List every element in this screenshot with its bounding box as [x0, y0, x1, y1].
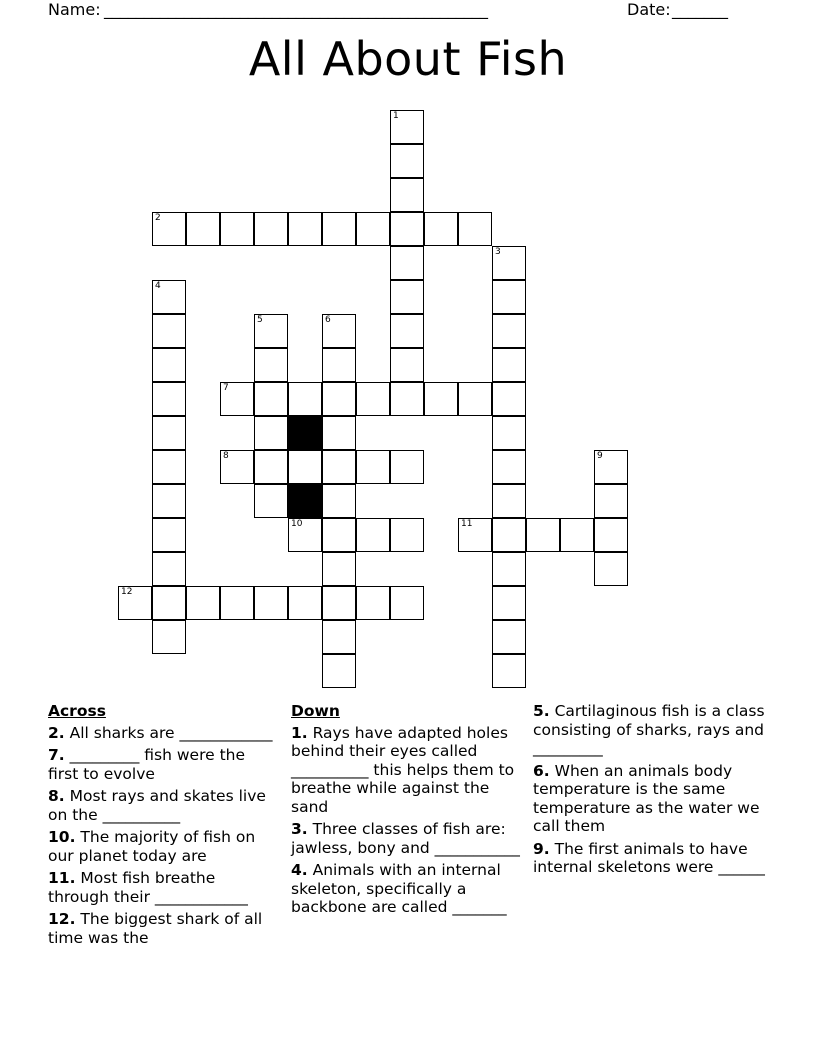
- black-cell: [288, 484, 322, 518]
- clue-item-text: _________ fish were the first to evolve: [48, 746, 246, 783]
- clue-number: 7: [223, 383, 229, 393]
- grid-cell[interactable]: [322, 382, 356, 416]
- grid-cell[interactable]: [356, 586, 390, 620]
- grid-cell[interactable]: [594, 552, 628, 586]
- clue-item-number: 5.: [533, 702, 550, 720]
- clue-number: 4: [155, 281, 161, 291]
- down-heading: Down: [291, 702, 340, 720]
- grid-cell[interactable]: [492, 484, 526, 518]
- grid-cell[interactable]: [492, 518, 526, 552]
- clue-number: 11: [461, 519, 473, 529]
- grid-cell[interactable]: [288, 586, 322, 620]
- grid-cell[interactable]: [492, 348, 526, 382]
- grid-cell[interactable]: [492, 382, 526, 416]
- grid-cell[interactable]: [458, 382, 492, 416]
- grid-cell[interactable]: [322, 348, 356, 382]
- grid-cell[interactable]: [152, 552, 186, 586]
- grid-cell[interactable]: [356, 382, 390, 416]
- down-clue-list: [291, 724, 523, 917]
- clue-item-text: The biggest shark of all time was the: [48, 910, 263, 947]
- grid-cell[interactable]: [322, 212, 356, 246]
- black-cell: [288, 416, 322, 450]
- grid-cell[interactable]: [458, 212, 492, 246]
- across-heading: Across: [48, 702, 106, 720]
- grid-cell[interactable]: [254, 348, 288, 382]
- grid-cell[interactable]: [322, 620, 356, 654]
- grid-cell[interactable]: [220, 382, 254, 416]
- clue-item-number: 2.: [48, 723, 65, 742]
- clue-item: [291, 820, 523, 857]
- grid-cell[interactable]: [254, 382, 288, 416]
- grid-cell[interactable]: [220, 450, 254, 484]
- date-label: Date:: [627, 0, 671, 19]
- grid-cell[interactable]: [492, 620, 526, 654]
- grid-cell[interactable]: [152, 280, 186, 314]
- grid-cell[interactable]: [390, 246, 424, 280]
- grid-cell[interactable]: [390, 348, 424, 382]
- across-clues: [48, 702, 280, 951]
- clue-item-text: The first animals to have internal skeletons were ______: [533, 839, 765, 876]
- grid-cell[interactable]: [390, 178, 424, 212]
- grid-cell[interactable]: [254, 450, 288, 484]
- clue-item-text: Animals with an internal skeleton, specifically a backbone are called _______: [291, 861, 507, 916]
- grid-cell[interactable]: [492, 586, 526, 620]
- grid-cell[interactable]: [152, 382, 186, 416]
- clue-item: [48, 828, 280, 865]
- clue-item: [533, 762, 765, 836]
- clue-item-text: Cartilaginous fish is a class consisting of sharks, rays and _________: [533, 702, 765, 757]
- clue-item-number: 7.: [48, 746, 65, 764]
- grid-cell[interactable]: [492, 654, 526, 688]
- clue-item-number: 4.: [291, 861, 308, 879]
- clue-item-text: The majority of fish on our planet today are: [48, 828, 256, 865]
- clue-item-number: 8.: [48, 787, 65, 805]
- page-title: All About Fish: [248, 32, 568, 86]
- grid-cell[interactable]: [322, 450, 356, 484]
- down-clue-list-continued: [533, 702, 765, 877]
- grid-cell[interactable]: [390, 382, 424, 416]
- grid-cell[interactable]: [322, 314, 356, 348]
- grid-cell[interactable]: [288, 518, 322, 552]
- clue-item: [291, 861, 523, 917]
- grid-cell[interactable]: [390, 518, 424, 552]
- grid-cell[interactable]: [254, 314, 288, 348]
- grid-cell[interactable]: [254, 416, 288, 450]
- grid-cell[interactable]: [220, 586, 254, 620]
- name-blank[interactable]: ________________________________________________: [104, 0, 488, 19]
- grid-cell[interactable]: [390, 586, 424, 620]
- grid-cell[interactable]: [356, 450, 390, 484]
- grid-cell[interactable]: [492, 552, 526, 586]
- grid-cell[interactable]: [594, 484, 628, 518]
- grid-cell[interactable]: [288, 382, 322, 416]
- grid-cell[interactable]: [152, 450, 186, 484]
- grid-cell[interactable]: [186, 212, 220, 246]
- clue-item-number: 10.: [48, 828, 76, 846]
- grid-cell[interactable]: [322, 518, 356, 552]
- clue-item-text: All sharks are ____________: [64, 723, 273, 742]
- grid-cell[interactable]: [186, 586, 220, 620]
- grid-cell[interactable]: [356, 212, 390, 246]
- clue-item-number: 9.: [533, 839, 550, 858]
- clue-number: 9: [597, 451, 603, 461]
- clue-number: 10: [291, 519, 303, 529]
- grid-cell[interactable]: [390, 314, 424, 348]
- grid-cell[interactable]: [390, 110, 424, 144]
- clue-number: 12: [121, 587, 133, 597]
- clue-item: [533, 840, 765, 877]
- grid-cell[interactable]: [594, 450, 628, 484]
- grid-cell[interactable]: [152, 416, 186, 450]
- clue-item-text: When an animals body temperature is the same temperature as the water we call them: [533, 761, 760, 835]
- grid-cell[interactable]: [322, 416, 356, 450]
- grid-cell[interactable]: [458, 518, 492, 552]
- across-clue-list: [48, 724, 280, 948]
- grid-cell[interactable]: [492, 246, 526, 280]
- clue-number: 6: [325, 315, 331, 325]
- clue-number: 3: [495, 247, 501, 257]
- grid-cell[interactable]: [390, 280, 424, 314]
- grid-cell[interactable]: [424, 212, 458, 246]
- grid-cell[interactable]: [356, 518, 390, 552]
- grid-cell[interactable]: [322, 484, 356, 518]
- grid-cell[interactable]: [594, 518, 628, 552]
- grid-cell[interactable]: [492, 314, 526, 348]
- clue-number: 1: [393, 111, 399, 121]
- clue-item-number: 11.: [48, 869, 76, 887]
- name-label: Name:: [48, 0, 101, 19]
- clue-number: 5: [257, 315, 263, 325]
- grid-cell[interactable]: [152, 348, 186, 382]
- clue-item-number: 1.: [291, 723, 308, 742]
- grid-cell[interactable]: [560, 518, 594, 552]
- clue-item: [48, 869, 280, 906]
- grid-cell[interactable]: [152, 620, 186, 654]
- clue-number: 2: [155, 213, 161, 223]
- grid-cell[interactable]: [288, 212, 322, 246]
- clue-item: [48, 910, 280, 947]
- clue-item-number: 6.: [533, 761, 550, 780]
- grid-cell[interactable]: [492, 416, 526, 450]
- clue-item: [533, 702, 765, 758]
- grid-cell[interactable]: [390, 450, 424, 484]
- clue-item-number: 12.: [48, 910, 76, 928]
- down-clues-continued: [533, 702, 765, 881]
- clue-item-text: Most rays and skates live on the __________: [48, 787, 266, 824]
- grid-cell[interactable]: [322, 654, 356, 688]
- clue-item: [48, 746, 280, 783]
- grid-cell[interactable]: [152, 518, 186, 552]
- clue-item-text: Most fish breathe through their ____________: [48, 869, 248, 906]
- grid-cell[interactable]: [152, 212, 186, 246]
- grid-cell[interactable]: [390, 212, 424, 246]
- clue-item-text: Rays have adapted holes behind their eyes called __________ this helps them to breathe while against the sand: [291, 723, 515, 816]
- clue-item: [291, 724, 523, 817]
- clue-item-number: 3.: [291, 820, 308, 838]
- grid-cell[interactable]: [492, 450, 526, 484]
- down-clues: [291, 702, 523, 921]
- grid-cell[interactable]: [492, 280, 526, 314]
- grid-cell[interactable]: [424, 382, 458, 416]
- grid-cell[interactable]: [322, 586, 356, 620]
- grid-cell[interactable]: [254, 484, 288, 518]
- grid-cell[interactable]: [152, 586, 186, 620]
- clue-item: [48, 787, 280, 824]
- grid-cell[interactable]: [526, 518, 560, 552]
- clue-item: [48, 724, 280, 743]
- grid-cell[interactable]: [322, 552, 356, 586]
- clue-item-text: Three classes of fish are: jawless, bony and ___________: [291, 820, 520, 857]
- date-blank[interactable]: _______: [672, 0, 728, 19]
- grid-cell[interactable]: [390, 144, 424, 178]
- grid-cell[interactable]: [254, 586, 288, 620]
- grid-cell[interactable]: [152, 314, 186, 348]
- grid-cell[interactable]: [254, 212, 288, 246]
- clue-number: 8: [223, 451, 229, 461]
- grid-cell[interactable]: [152, 484, 186, 518]
- grid-cell[interactable]: [118, 586, 152, 620]
- grid-cell[interactable]: [288, 450, 322, 484]
- grid-cell[interactable]: [220, 212, 254, 246]
